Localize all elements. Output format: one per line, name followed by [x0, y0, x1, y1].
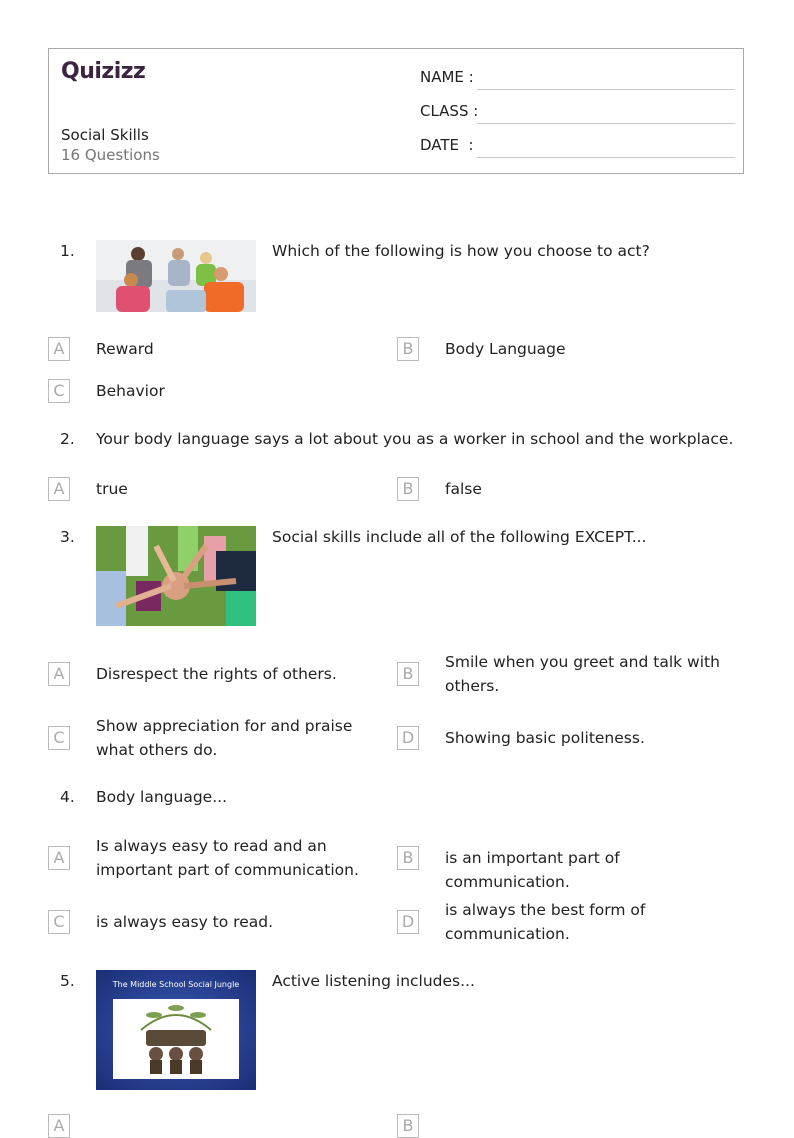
option-text[interactable]: true — [96, 480, 128, 498]
class-label: CLASS : — [420, 102, 479, 120]
date-field[interactable] — [420, 136, 735, 160]
option-letter-b[interactable]: B — [397, 662, 419, 686]
option-letter-a[interactable]: A — [48, 477, 70, 501]
name-field[interactable] — [420, 68, 735, 92]
question-number: 2. — [60, 430, 75, 448]
question-count: 16 Questions — [61, 146, 160, 164]
name-line[interactable] — [477, 89, 735, 90]
worksheet-title: Social Skills — [61, 126, 149, 144]
option-letter-c[interactable]: C — [48, 379, 70, 403]
option-text[interactable]: Is always easy to read and an important part of communication. — [96, 837, 359, 879]
question-text: Social skills include all of the following EXCEPT... — [272, 528, 647, 546]
question-number: 4. — [60, 788, 75, 806]
option-letter-a[interactable]: A — [48, 1114, 70, 1138]
question-image — [96, 240, 256, 312]
option-letter-b[interactable]: B — [397, 477, 419, 501]
question-number: 5. — [60, 972, 75, 990]
option-letter-b[interactable]: B — [397, 337, 419, 361]
option-text[interactable]: is an important part of communication. — [445, 849, 620, 891]
date-label: DATE : — [420, 136, 474, 154]
option-text[interactable]: is always the best form of communication. — [445, 901, 646, 943]
class-field[interactable] — [420, 102, 735, 126]
option-text[interactable]: Show appreciation for and praise what others do. — [96, 717, 353, 759]
option-text[interactable]: Behavior — [96, 382, 165, 400]
name-label: NAME : — [420, 68, 474, 86]
option-text[interactable]: Reward — [96, 340, 154, 358]
option-text[interactable]: Smile when you greet and talk with others. — [445, 653, 720, 695]
quizizz-logo: Quizizz — [61, 59, 146, 84]
class-line[interactable] — [477, 123, 735, 124]
question-number: 3. — [60, 528, 75, 546]
option-text[interactable]: Body Language — [445, 340, 566, 358]
date-line[interactable] — [477, 157, 735, 158]
question-image — [96, 526, 256, 626]
option-letter-a[interactable]: A — [48, 337, 70, 361]
option-letter-d[interactable]: D — [397, 910, 419, 934]
option-letter-a[interactable]: A — [48, 846, 70, 870]
teens-talking-image — [96, 240, 256, 312]
worksheet-header — [48, 48, 744, 174]
option-letter-a[interactable]: A — [48, 662, 70, 686]
option-letter-d[interactable]: D — [397, 726, 419, 750]
option-letter-c[interactable]: C — [48, 910, 70, 934]
option-text[interactable]: false — [445, 480, 482, 498]
question-text: Active listening includes... — [272, 972, 475, 990]
hands-stacked-image — [96, 526, 256, 626]
question-text: Which of the following is how you choose to act? — [272, 242, 650, 260]
option-text[interactable]: Disrespect the rights of others. — [96, 665, 337, 683]
question-text: Your body language says a lot about you as a worker in school and the workplace. — [96, 430, 734, 448]
option-letter-c[interactable]: C — [48, 726, 70, 750]
question-image — [96, 970, 256, 1090]
social-jungle-slide-image — [96, 970, 256, 1090]
question-number: 1. — [60, 242, 75, 260]
option-letter-b[interactable]: B — [397, 846, 419, 870]
question-text: Body language... — [96, 788, 228, 806]
option-text[interactable]: is always easy to read. — [96, 913, 273, 931]
option-text[interactable]: Showing basic politeness. — [445, 729, 645, 747]
svg-text:The Middle School Social Jungl: The Middle School Social Jungle — [112, 980, 240, 989]
option-letter-b[interactable]: B — [397, 1114, 419, 1138]
